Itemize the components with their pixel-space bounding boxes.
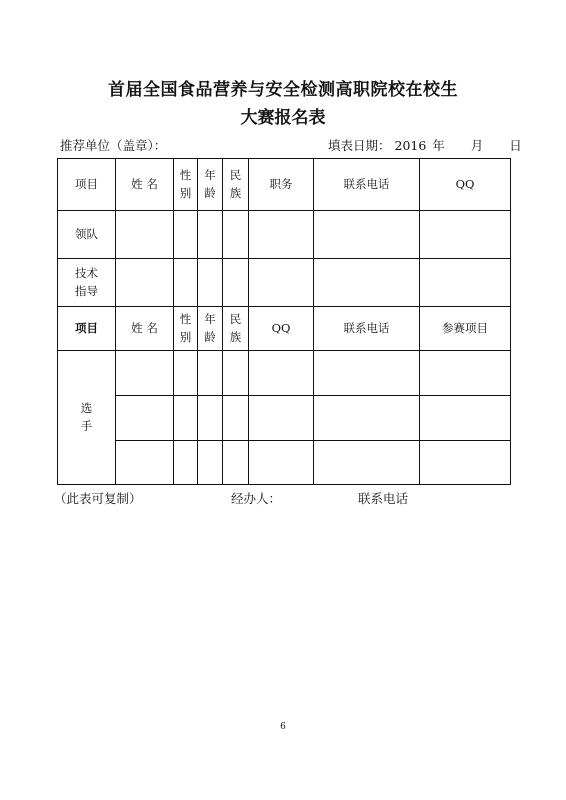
table-cell[interactable] xyxy=(249,441,314,485)
table-cell[interactable] xyxy=(223,211,249,259)
header-gender: 性 别 xyxy=(174,159,198,211)
table-cell[interactable] xyxy=(174,351,198,396)
table-cell[interactable] xyxy=(198,351,223,396)
leader-label: 领队 xyxy=(58,211,116,259)
tech-guide-label: 技术 指导 xyxy=(58,259,116,307)
header2-item: 项目 xyxy=(58,307,116,351)
table-cell[interactable] xyxy=(116,396,174,441)
tech-guide-row xyxy=(58,259,511,307)
table-cell[interactable] xyxy=(174,211,198,259)
table-cell[interactable] xyxy=(249,259,314,307)
table-cell[interactable] xyxy=(116,259,174,307)
header-phone: 联系电话 xyxy=(314,159,420,211)
contestant-row xyxy=(58,441,511,485)
header2-gender: 性 别 xyxy=(174,307,198,351)
contestant-row xyxy=(58,396,511,441)
fill-date-day-unit: 日 xyxy=(509,138,522,153)
header2-ethnic: 民 族 xyxy=(223,307,249,351)
header2-event: 参赛项目 xyxy=(420,307,511,351)
table-cell[interactable] xyxy=(116,211,174,259)
leader-row xyxy=(58,211,511,259)
table-header-row-2 xyxy=(58,307,511,351)
table-cell[interactable] xyxy=(420,211,511,259)
table-cell[interactable] xyxy=(420,396,511,441)
table-cell[interactable] xyxy=(198,259,223,307)
table-cell[interactable] xyxy=(249,396,314,441)
table-cell[interactable] xyxy=(249,211,314,259)
table-cell[interactable] xyxy=(174,396,198,441)
table-cell[interactable] xyxy=(223,441,249,485)
contestant-row xyxy=(58,351,511,396)
table-cell[interactable] xyxy=(174,259,198,307)
header-item: 项目 xyxy=(58,159,116,211)
table-cell[interactable] xyxy=(314,259,420,307)
header2-phone: 联系电话 xyxy=(314,307,420,351)
header-age: 年 龄 xyxy=(198,159,223,211)
header-qq: QQ xyxy=(420,159,511,211)
page-number: 6 xyxy=(280,722,286,732)
table-cell[interactable] xyxy=(116,441,174,485)
table-cell[interactable] xyxy=(249,351,314,396)
table-cell[interactable] xyxy=(223,396,249,441)
fill-date-month-unit: 月 xyxy=(470,138,484,153)
fill-date-year: 2016 xyxy=(394,138,427,153)
table-cell[interactable] xyxy=(314,396,420,441)
copyable-note: （此表可复制） xyxy=(54,491,142,506)
table-cell[interactable] xyxy=(198,441,223,485)
page-title: 首届全国食品营养与安全检测高职院校在校生 xyxy=(108,80,458,100)
table-cell[interactable] xyxy=(420,441,511,485)
table-cell[interactable] xyxy=(198,396,223,441)
table-cell[interactable] xyxy=(223,259,249,307)
header2-name: 姓 名 xyxy=(116,307,174,351)
registration-table xyxy=(57,158,511,485)
table-cell[interactable] xyxy=(314,211,420,259)
table-cell[interactable] xyxy=(314,441,420,485)
header-ethnic: 民 族 xyxy=(223,159,249,211)
table-cell[interactable] xyxy=(116,351,174,396)
table-cell[interactable] xyxy=(223,351,249,396)
contestant-label: 选 手 xyxy=(58,351,116,485)
table-cell[interactable] xyxy=(174,441,198,485)
contact-label: 联系电话 xyxy=(358,491,409,506)
table-cell[interactable] xyxy=(420,259,511,307)
handler-label: 经办人： xyxy=(231,491,282,506)
fill-date-label: 填表日期： xyxy=(328,138,391,153)
header-name: 姓 名 xyxy=(116,159,174,211)
table-header-row-1 xyxy=(58,159,511,211)
recommend-unit-label: 推荐单位（盖章）： xyxy=(60,138,167,153)
header2-qq: QQ xyxy=(249,307,314,351)
fill-date xyxy=(328,136,522,154)
table-cell[interactable] xyxy=(420,351,511,396)
header-position: 职务 xyxy=(249,159,314,211)
table-cell[interactable] xyxy=(198,211,223,259)
fill-date-year-unit: 年 xyxy=(432,138,445,153)
table-cell[interactable] xyxy=(314,351,420,396)
page-subtitle: 大赛报名表 xyxy=(240,108,326,128)
header2-age: 年 龄 xyxy=(198,307,223,351)
